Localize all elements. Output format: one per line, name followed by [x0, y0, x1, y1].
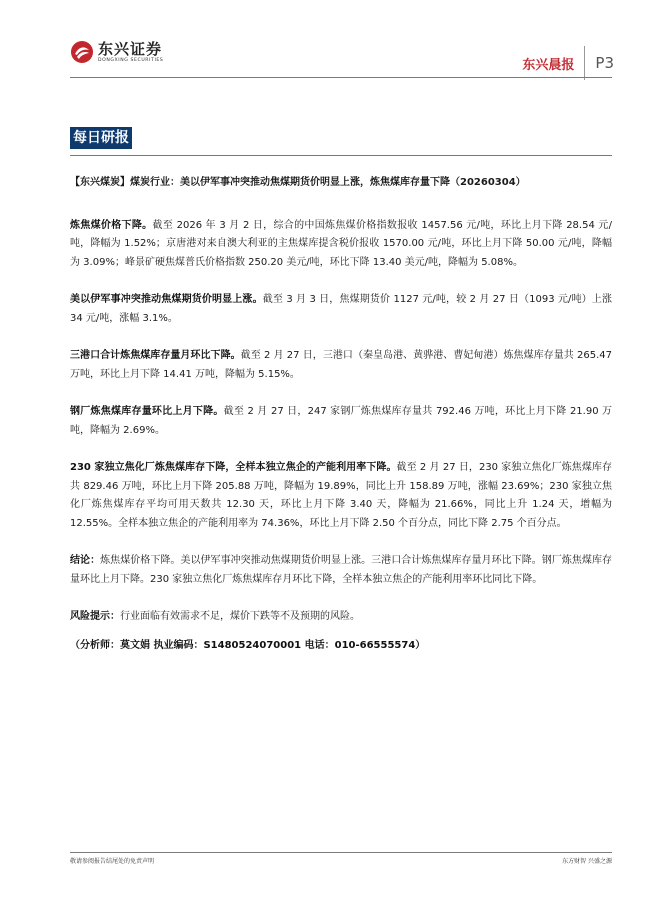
- logo-chinese-name: 东兴证券: [98, 39, 163, 58]
- paragraph-lead: 三港口合计炼焦煤库存量月环比下降。: [70, 350, 241, 361]
- paragraph-text: 行业面临有效需求不足，煤价下跌等不及预期的风险。: [120, 611, 360, 622]
- page-header: [0, 0, 662, 78]
- article-body: [70, 174, 612, 655]
- paragraph-text: 截至 3 月 3 日，焦煤期货价 1127 元/吨，较 2 月 27 日（1093 元/吨）上涨 34 元/吨，涨幅 3.1%。: [70, 294, 612, 324]
- paragraph-text: 截至 2 月 27 日，三港口（秦皇岛港、黄骅港、曹妃甸港）炼焦煤库存量共 265.47 万吨，环比上月下降 14.41 万吨，降幅为 5.15%。: [70, 350, 612, 380]
- paragraph-futures-price: [70, 291, 612, 328]
- disclaimer-note: 敬请参阅报告结尾处的免责声明: [70, 858, 155, 865]
- header-rule: [70, 77, 612, 78]
- article-title: 【东兴煤炭】煤炭行业：美以伊军事冲突推动焦煤期货价明显上涨，炼焦煤库存量下降（20260304）: [70, 177, 526, 188]
- paragraph-risk-warning: [70, 608, 612, 627]
- paragraph-conclusion: [70, 552, 612, 589]
- paragraph-steel-mill-inventory: [70, 403, 612, 440]
- paragraph-text: 炼焦煤价格下降。美以伊军事冲突推动焦煤期货价明显上涨。三港口合计炼焦煤库存量月环比下降。钢厂炼焦煤库存量环比上月下降。230 家独立焦化厂炼焦煤库存月环比下降，全样本独立焦企的产能利用率环比同比下降。: [70, 555, 613, 585]
- paragraph-coking-coal-price: [70, 217, 612, 273]
- section-title: 每日研报: [70, 127, 132, 149]
- page-number: P3: [595, 54, 614, 72]
- paragraph-lead: 风险提示：: [70, 611, 120, 622]
- paragraph-lead: 美以伊军事冲突推动焦煤期货价明显上涨。: [70, 294, 263, 305]
- paragraph-text: 截至 2 月 27 日，230 家独立焦化厂炼焦煤库存共 829.46 万吨，环比上月下降 205.88 万吨，降幅为 19.89%，同比上升 158.89 万吨，涨幅 23.69%；230 家独立焦化厂炼焦煤库存平均可用天数共 12.30 天，环比上月下降 3.40 天，降幅为 21.66%，同比上升 1.24 天，增幅为 12.55%。全样本独立焦企的产能利用率为 74.36%，环比上月下降 2.50 个百分点，同比下降 2.75 个百分点。: [70, 462, 612, 529]
- paragraph-lead: 钢厂炼焦煤库存量环比上月下降。: [70, 406, 224, 417]
- footer-slogan: 东方财智 兴盛之源: [562, 858, 612, 865]
- analyst-info: （分析师：莫文娟 执业编码：S1480524070001 电话：010-66555574）: [70, 639, 426, 651]
- paragraph-text: 截至 2 月 27 日，247 家钢厂炼焦煤库存量共 792.46 万吨，环比上月下降 21.90 万吨，降幅为 2.69%。: [70, 406, 612, 436]
- company-logo: [70, 40, 163, 64]
- section-rule: [70, 155, 612, 156]
- paragraph-lead: 230 家独立焦化厂炼焦煤库存下降，全样本独立焦企的产能利用率下降。: [70, 462, 397, 473]
- paragraph-lead: 结论：: [70, 555, 101, 566]
- dongxing-logo-icon: [70, 40, 94, 64]
- paragraph-lead: 炼焦煤价格下降。: [70, 219, 153, 231]
- paragraph-coking-plant-inventory: [70, 459, 612, 533]
- logo-english-name: DONGXING SECURITIES: [98, 57, 164, 63]
- footer-rule: [70, 852, 612, 853]
- paragraph-port-inventory: [70, 347, 612, 384]
- paragraph-text: 截至 2026 年 3 月 2 日，综合的中国炼焦煤价格指数报收 1457.56 元/吨，环比上月下降 28.54 元/吨，降幅为 1.52%；京唐港对来自澳大利亚的主焦煤库提含税价报收 1570.00 元/吨，环比上月下降 50.00 元/吨，降幅为 3.09%；峰景矿硬焦煤普氏价格指数 250.20 美元/吨，环比下降 13.40 美元/吨，降幅为 5.08%。: [70, 219, 612, 268]
- header-divider: [584, 46, 585, 80]
- report-name: 东兴晨报: [522, 57, 575, 73]
